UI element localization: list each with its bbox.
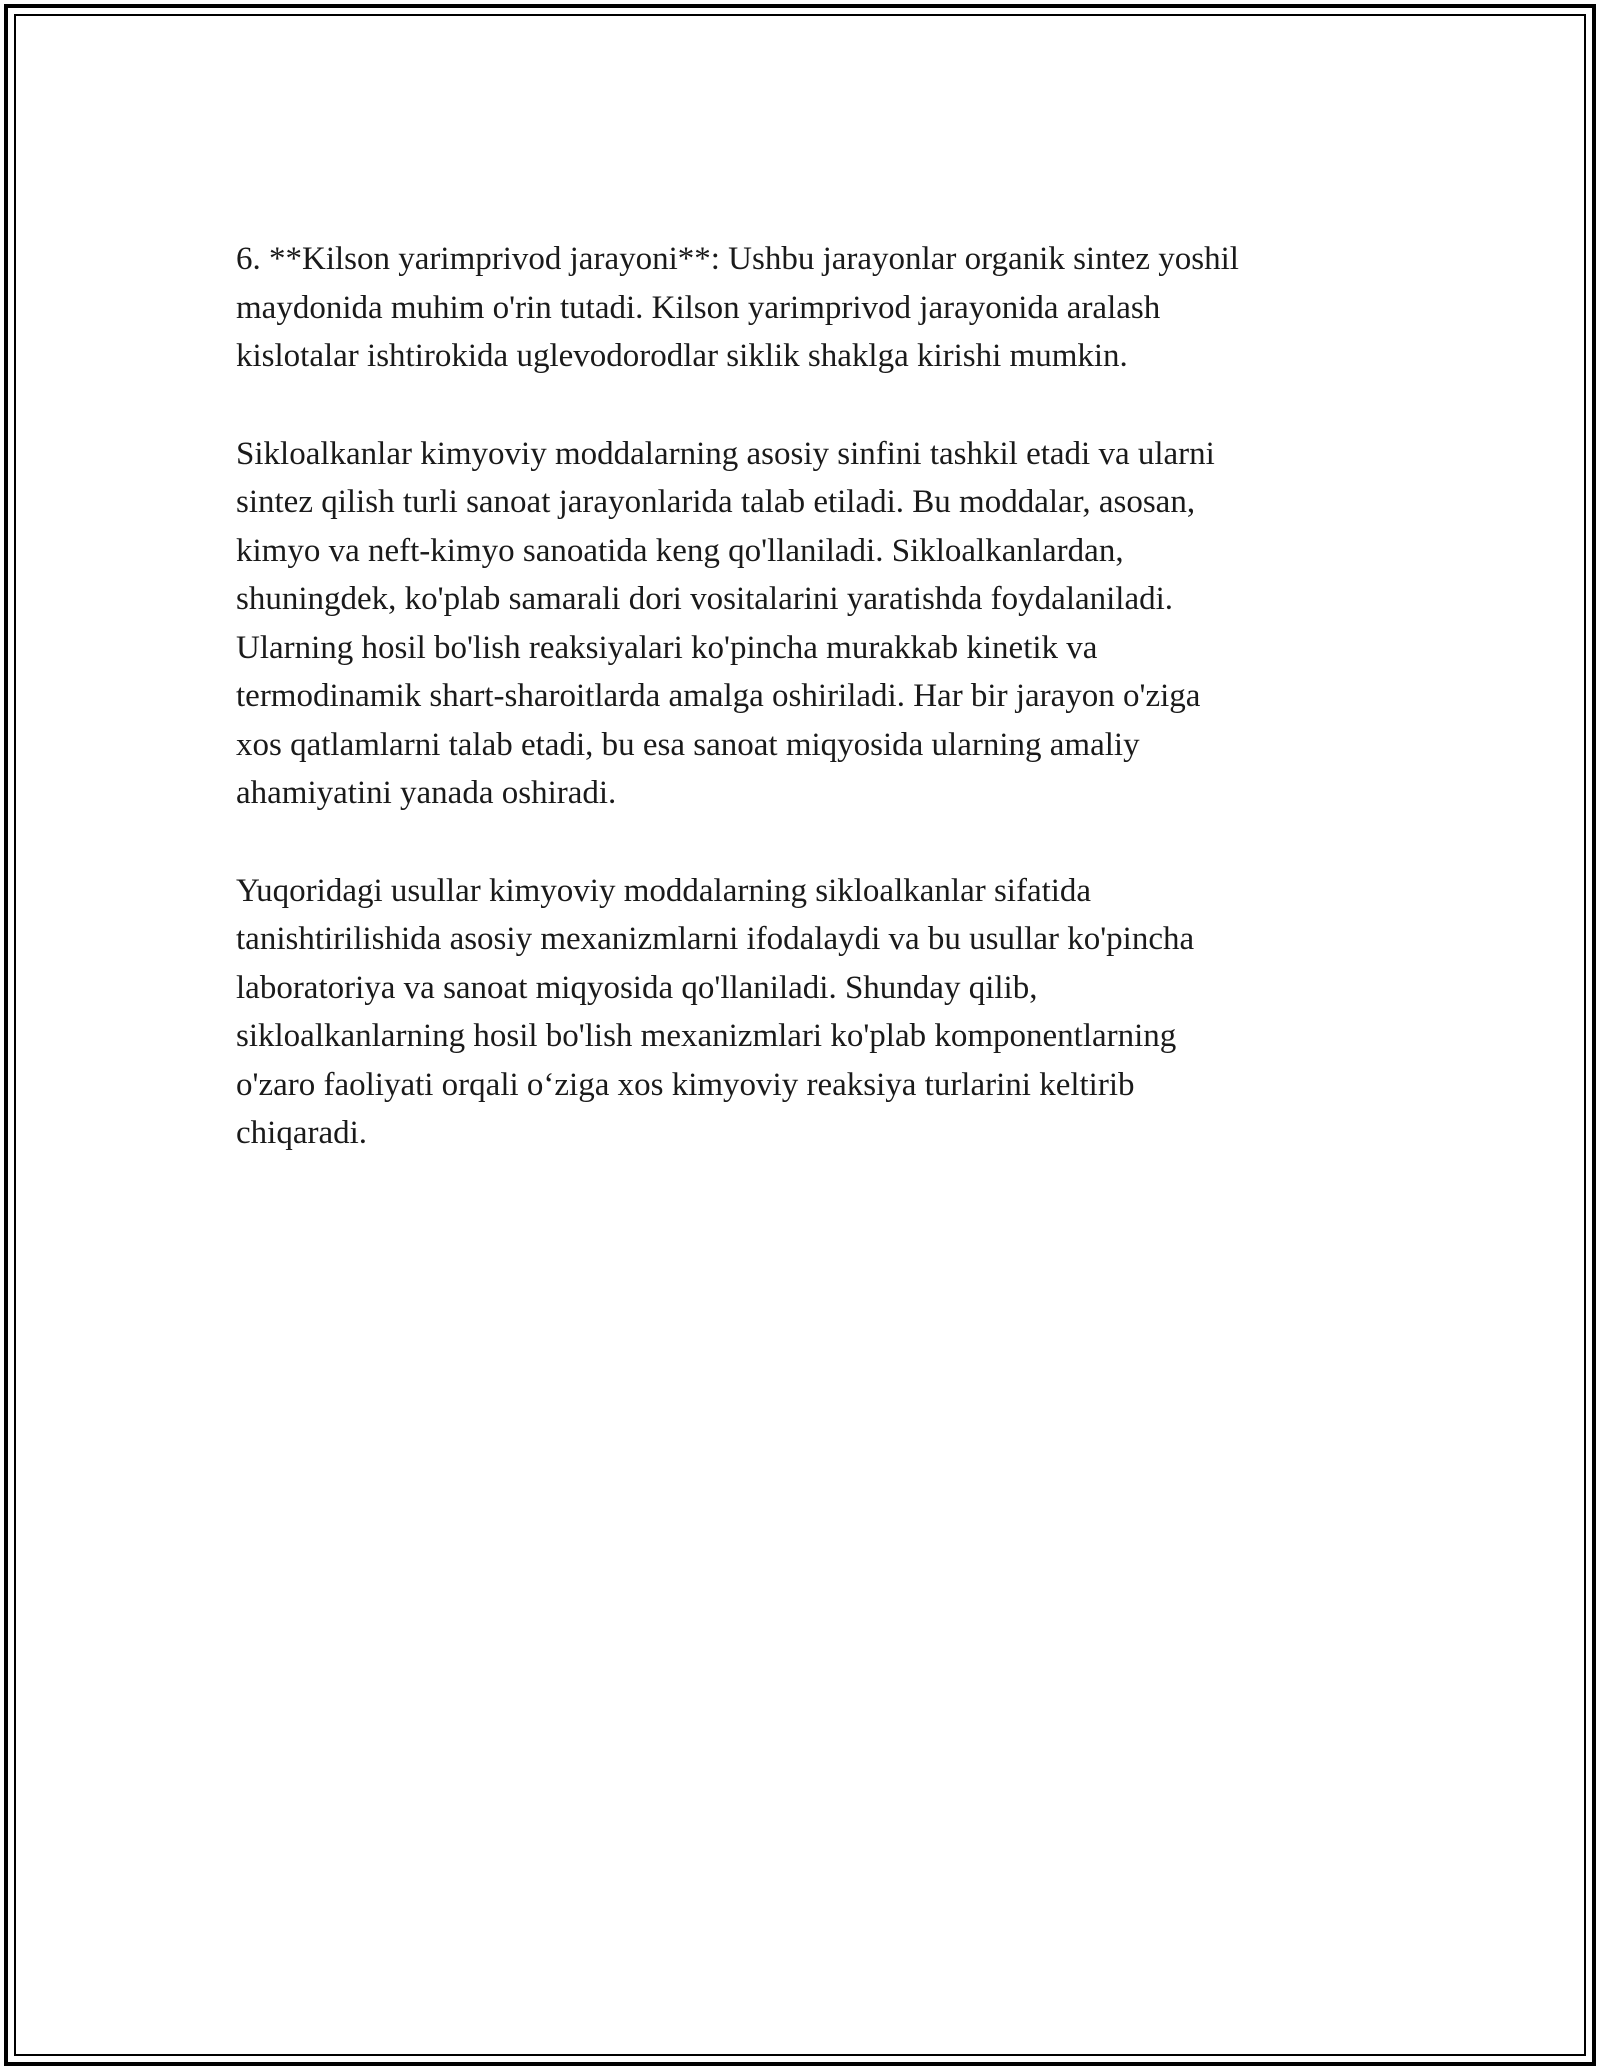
text-line: ahamiyatini yanada oshiradi. xyxy=(236,775,617,811)
text-line: sintez qilish turli sanoat jarayonlarida talab etiladi. Bu moddalar, asosan, xyxy=(236,484,1196,520)
text-line: tanishtirilishida asosiy mexanizmlarni ifodalaydi va bu usullar ko'pincha xyxy=(236,921,1195,957)
text-line: kimyo va neft-kimyo sanoatida keng qo'llaniladi. Sikloalkanlardan, xyxy=(236,532,1124,569)
text-line: chiqaradi. xyxy=(236,1115,368,1151)
text-line: sikloalkanlarning hosil bo'lish mexanizmlari ko'plab komponentlarning xyxy=(236,1018,1177,1054)
text-line: Sikloalkanlar kimyoviy moddalarning asosiy sinfini tashkil etadi va ularni xyxy=(236,435,1215,472)
text-line: kislotalar ishtirokida uglevodorodlar siklik shaklga kirishi mumkin. xyxy=(236,338,1128,374)
text-line: Ularning hosil bo'lish reaksiyalari ko'pincha murakkab kinetik va xyxy=(236,629,1098,666)
text-line: maydonida muhim o'rin tutadi. Kilson yarimprivod jarayonida aralash xyxy=(236,289,1161,326)
document-body xyxy=(236,235,1366,1207)
paragraph-conclusion xyxy=(236,867,1366,1158)
text-line: 6. **Kilson yarimprivod jarayoni**: Ushbu jarayonlar organik sintez yoshil xyxy=(236,241,1239,277)
text-line: shuningdek, ko'plab samarali dori vositalarini yaratishda foydalaniladi. xyxy=(236,581,1174,617)
paragraph-kilson-process xyxy=(236,235,1366,381)
text-line: o'zaro faoliyati orqali o‘ziga xos kimyoviy reaksiya turlarini keltirib xyxy=(236,1066,1135,1103)
paragraph-cycloalkanes-industry xyxy=(236,430,1366,818)
text-line: xos qatlamlarni talab etadi, bu esa sanoat miqyosida ularning amaliy xyxy=(236,726,1140,763)
text-line: termodinamik shart-sharoitlarda amalga oshiriladi. Har bir jarayon o'ziga xyxy=(236,678,1201,714)
text-line: laboratoriya va sanoat miqyosida qo'llaniladi. Shunday qilib, xyxy=(236,969,1038,1006)
text-line: Yuqoridagi usullar kimyoviy moddalarning sikloalkanlar sifatida xyxy=(236,872,1092,909)
